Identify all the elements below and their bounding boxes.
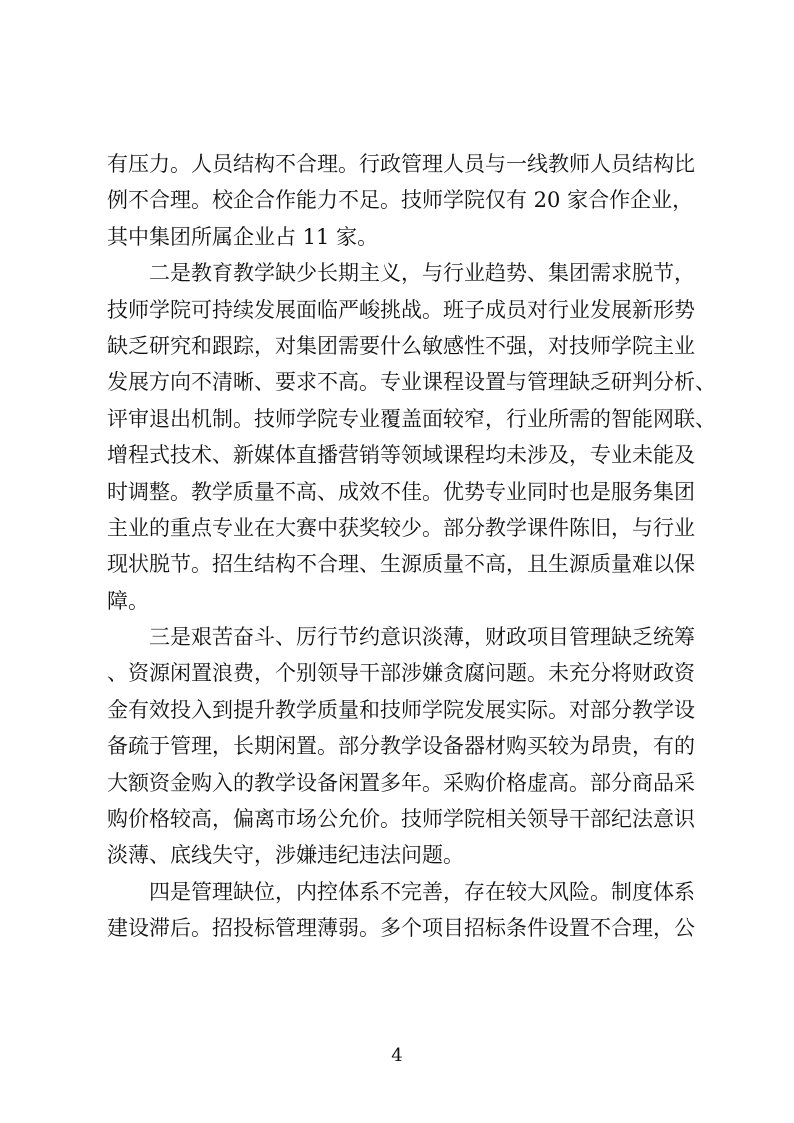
body-text (107, 146, 716, 947)
text-line: 发展方向不清晰、要求不高。专业课程设置与管理缺乏研判分析、 (107, 370, 716, 395)
text-line: 建设滞后。招投标管理薄弱。多个项目招标条件设置不合理，公 (107, 916, 695, 941)
text-line: 四是管理缺位，内控体系不完善，存在较大风险。制度体系 (149, 879, 695, 904)
text-line: 、资源闲置浪费，个别领导干部涉嫌贪腐问题。未充分将财政资 (107, 661, 695, 686)
text-line: 主业的重点专业在大赛中获奖较少。部分教学课件陈旧，与行业 (107, 515, 695, 540)
text-line: 缺乏研究和跟踪，对集团需要什么敏感性不强，对技师学院主业 (107, 333, 695, 358)
text-line: 时调整。教学质量不高、成效不佳。优势专业同时也是服务集团 (107, 479, 695, 504)
text-line: 例不合理。校企合作能力不足。技师学院仅有 20 家合作企业， (107, 188, 694, 213)
text-line: 技师学院可持续发展面临严峻挑战。班子成员对行业发展新形势 (107, 297, 695, 322)
text-line: 大额资金购入的教学设备闲置多年。采购价格虚高。部分商品采 (107, 770, 695, 795)
text-line: 购价格较高，偏离市场公允价。技师学院相关领导干部纪法意识 (107, 807, 695, 832)
text-line: 增程式技术、新媒体直播营销等领域课程均未涉及，专业未能及 (107, 443, 695, 468)
text-line: 评审退出机制。技师学院专业覆盖面较窄，行业所需的智能网联、 (107, 406, 716, 431)
text-line: 二是教育教学缺少长期主义，与行业趋势、集团需求脱节， (149, 261, 695, 286)
text-line: 淡薄、底线失守，涉嫌违纪违法问题。 (107, 843, 464, 868)
text-line: 障。 (107, 588, 149, 613)
page-number: 4 (391, 1045, 403, 1066)
text-line: 现状脱节。招生结构不合理、生源质量不高，且生源质量难以保 (107, 552, 695, 577)
text-line: 金有效投入到提升教学质量和技师学院发展实际。对部分教学设 (107, 697, 695, 722)
text-line: 三是艰苦奋斗、厉行节约意识淡薄，财政项目管理缺乏统筹 (149, 625, 695, 650)
text-line: 有压力。人员结构不合理。行政管理人员与一线教师人员结构比 (107, 152, 695, 176)
text-line: 其中集团所属企业占 11 家。 (107, 224, 379, 249)
text-line: 备疏于管理，长期闲置。部分教学设备器材购买较为昂贵，有的 (107, 734, 695, 759)
